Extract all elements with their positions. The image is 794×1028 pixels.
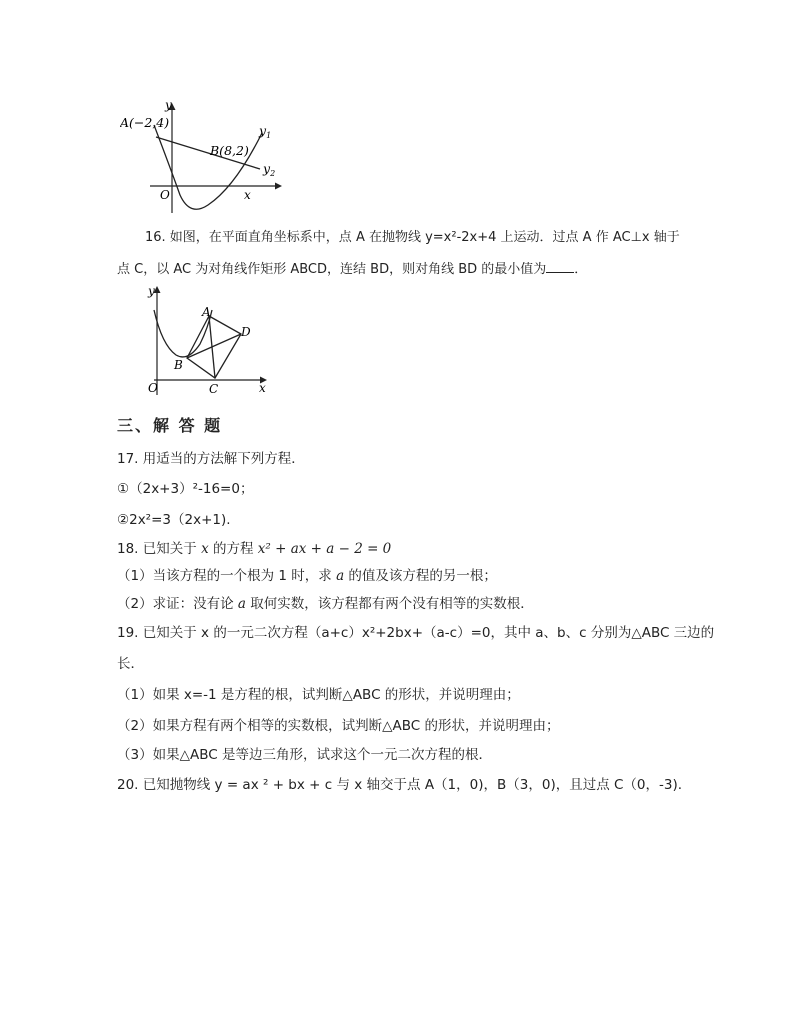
x-axis-label: x — [244, 188, 251, 202]
figure-rectangle-on-parabola — [140, 280, 275, 400]
question-16-text: 点 C，以 AC 为对角线作矩形 ABCD，连结 BD，则对角线 BD 的最小值为 — [117, 262, 547, 277]
question-20-stem: 20. 已知抛物线 y = ax ² + bx + c 与 x 轴交于点 A（1，0)，B（3，0)，且过点 C（0，-3). — [117, 777, 683, 793]
question-17-equation-2: ②2x²=3（2x+1). — [117, 512, 231, 528]
origin-label: O — [148, 381, 158, 395]
question-18-stem-prefix: 18. 已知关于 — [117, 541, 197, 557]
answer-blank — [546, 260, 574, 273]
question-16-end: ． — [574, 262, 588, 277]
question-19-part-1: （1）如果 x=-1 是方程的根，试判断△ABC 的形状，并说明理由； — [117, 687, 520, 703]
point-b-label: B(8,2) — [210, 143, 249, 158]
question-18-variable-x: x — [201, 541, 209, 557]
question-16-line-2 — [117, 260, 587, 279]
question-18-part-1-variable: a — [336, 568, 345, 584]
line-y2-label: $y_2$ — [263, 161, 276, 178]
question-17-equation-1: ①（2x+3）²-16=0； — [117, 481, 254, 497]
question-17-stem: 17. 用适当的方法解下列方程． — [117, 451, 305, 467]
question-18-part-2 — [117, 592, 534, 612]
x-axis-arrow — [275, 183, 282, 190]
question-18-part-1 — [117, 564, 497, 584]
point-a-label: A — [202, 305, 211, 319]
question-19-stem-line-1: 19. 已知关于 x 的一元二次方程（a+c）x²+2bx+（a-c）=0，其中 a、b、c 分别为△ABC 三边的 — [117, 625, 715, 641]
question-18-part-2-b: 取何实数，该方程都有两个没有相等的实数根． — [250, 596, 534, 612]
question-19-part-3: （3）如果△ABC 是等边三角形，试求这个一元二次方程的根． — [117, 747, 492, 763]
question-16-line-1: 16. 如图，在平面直角坐标系中，点 A 在抛物线 y=x²-2x+4 上运动．过点 A 作 AC⊥x 轴于 — [145, 230, 680, 245]
x-axis-label: x — [259, 381, 266, 395]
section-heading: 三、解 答 题 — [117, 416, 223, 435]
question-18-part-1-b: 的值及该方程的另一根； — [348, 568, 497, 584]
diagonal-bd — [187, 334, 241, 358]
curve-y1-label: $y_1$ — [259, 123, 272, 140]
question-18-stem — [117, 537, 391, 557]
point-d-label: D — [241, 325, 251, 339]
question-18-part-1-a: （1）当该方程的一个根为 1 时，求 — [117, 568, 332, 584]
figure-two-graphs — [120, 95, 290, 220]
question-19-part-2: （2）如果方程有两个相等的实数根，试判断△ABC 的形状，并说明理由； — [117, 718, 560, 734]
point-a-label: A(−2,4) — [120, 115, 170, 130]
question-18-part-2-variable: a — [237, 596, 246, 612]
point-b-label: B — [174, 358, 183, 372]
question-18-equation: x² + ax + a − 2 = 0 — [257, 541, 392, 557]
origin-label: O — [160, 188, 170, 202]
question-18-part-2-a: （2）求证：没有论 — [117, 596, 234, 612]
point-c-label: C — [209, 382, 219, 396]
y-axis-label: y — [165, 98, 172, 112]
y-axis-label: y — [148, 284, 155, 298]
question-18-stem-mid: 的方程 — [212, 541, 254, 557]
question-19-stem-line-2: 长． — [117, 656, 144, 672]
